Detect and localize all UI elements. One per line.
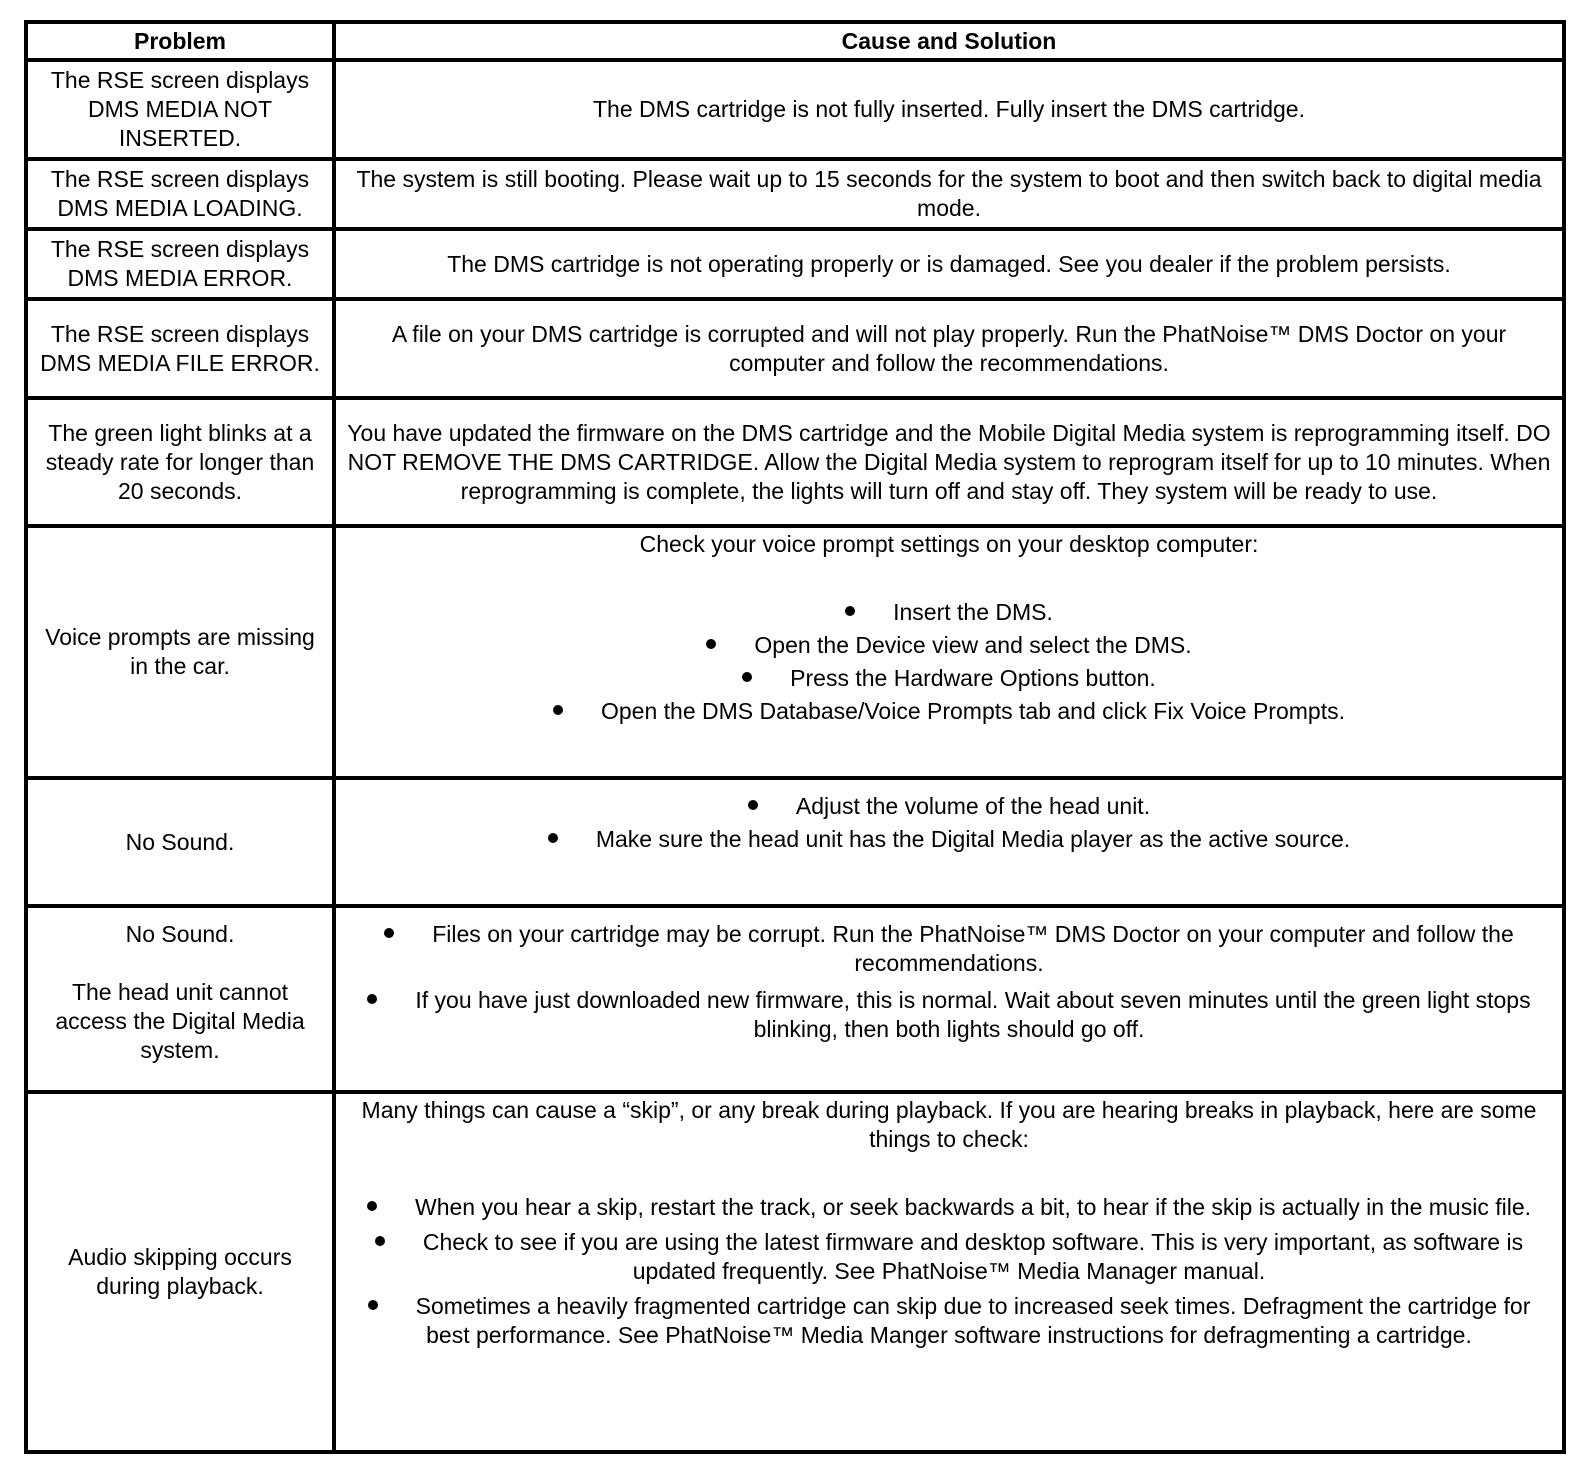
bullet-list: [346, 598, 1552, 726]
bullet-icon: [375, 1236, 385, 1246]
list-item: [346, 1292, 1552, 1350]
solution-text: A file on your DMS cartridge is corrupted and will not play properly. Run the PhatNoise™ DMS Doctor on your computer and follow the recommendations.: [391, 320, 1507, 376]
list-item: [346, 825, 1552, 854]
table-row: [26, 398, 1564, 526]
problem-text: The head unit cannot access the Digital Media system.: [55, 979, 305, 1063]
solution-text: Many things can cause a “skip”, or any break during playback. If you are hearing breaks in playback, here are some things to check:: [361, 1097, 1537, 1152]
problem-column-header: Problem: [26, 22, 334, 60]
bullet-list: [346, 1193, 1552, 1350]
problem-text: Voice prompts are missing in the car.: [45, 624, 315, 679]
bullet-icon: [368, 1300, 378, 1310]
table-row: [26, 1092, 1564, 1452]
table-row: [26, 60, 1564, 159]
table-row: [26, 159, 1564, 229]
solution-column-header: Cause and Solution: [334, 22, 1564, 60]
problem-text: The RSE screen displays DMS MEDIA FILE ERROR.: [40, 320, 320, 376]
list-item: [346, 664, 1552, 693]
bullet-icon: [553, 705, 563, 715]
problem-text: The RSE screen displays DMS MEDIA NOT INSERTED.: [50, 67, 310, 151]
bullet-list: [346, 920, 1552, 1044]
solution-cell: [334, 906, 1564, 1092]
problem-cell: [26, 299, 334, 398]
list-item-text: Files on your cartridge may be corrupt. Run the PhatNoise™ DMS Doctor on your computer and follow the recommendations.: [432, 921, 1514, 976]
problem-cell: [26, 526, 334, 778]
problem-text: The RSE screen displays DMS MEDIA ERROR.: [50, 236, 310, 291]
list-item-text: When you hear a skip, restart the track, or seek backwards a bit, to hear if the skip is actually in the music file.: [415, 1194, 1531, 1220]
solution-cell: [334, 778, 1564, 906]
bullet-icon: [384, 928, 394, 938]
table-row: [26, 299, 1564, 398]
solution-text: The system is still booting. Please wait up to 15 seconds for the system to boot and then switch back to digital media mode.: [356, 166, 1542, 221]
list-item-text: Open the Device view and select the DMS.: [754, 632, 1192, 658]
list-item: [346, 986, 1552, 1044]
list-item-text: Check to see if you are using the latest firmware and desktop software. This is very important, as software is updated frequently. See PhatNoise™ Media Manager manual.: [422, 1229, 1524, 1284]
problem-text: The green light blinks at a steady rate for longer than 20 seconds.: [45, 419, 315, 504]
solution-cell: [334, 299, 1564, 398]
problem-text: The RSE screen displays DMS MEDIA LOADING.: [50, 166, 310, 221]
solution-text: Check your voice prompt settings on your desktop computer:: [639, 531, 1259, 557]
bullet-icon: [548, 833, 558, 843]
list-item-text: Open the DMS Database/Voice Prompts tab and click Fix Voice Prompts.: [600, 698, 1345, 724]
problem-cell: [26, 159, 334, 229]
solution-cell: [334, 60, 1564, 159]
list-item-text: Make sure the head unit has the Digital Media player as the active source.: [595, 826, 1351, 852]
problem-cell: [26, 778, 334, 906]
problem-cell: [26, 398, 334, 526]
problem-text: Audio skipping occurs during playback.: [68, 1244, 292, 1299]
problem-text: No Sound.: [125, 921, 235, 947]
problem-cell: [26, 60, 334, 159]
solution-cell: [334, 1092, 1564, 1452]
table-row: [26, 526, 1564, 778]
list-item-text: If you have just downloaded new firmware, this is normal. Wait about seven minutes until the green light stops blinking, then both lights should go off.: [415, 987, 1531, 1042]
solution-text: The DMS cartridge is not fully inserted. Fully insert the DMS cartridge.: [593, 96, 1305, 122]
list-item-text: Press the Hardware Options button.: [790, 665, 1156, 691]
bullet-list: [346, 792, 1552, 854]
table-row: [26, 229, 1564, 299]
troubleshooting-table: [24, 20, 1566, 1454]
table-row: [26, 906, 1564, 1092]
bullet-icon: [367, 1201, 377, 1211]
list-item: [346, 1228, 1552, 1286]
list-item: [346, 920, 1552, 978]
solution-cell: [334, 398, 1564, 526]
list-item: [346, 1193, 1552, 1222]
bullet-icon: [748, 800, 758, 810]
table-body: [26, 60, 1564, 1452]
bullet-icon: [367, 994, 377, 1004]
list-item: [346, 598, 1552, 627]
bullet-icon: [706, 639, 716, 649]
list-item: [346, 792, 1552, 821]
table-header-row: [26, 22, 1564, 60]
list-item: [346, 631, 1552, 660]
table-row: [26, 778, 1564, 906]
solution-cell: [334, 526, 1564, 778]
list-item-text: Adjust the volume of the head unit.: [795, 793, 1151, 819]
solution-text: You have updated the firmware on the DMS cartridge and the Mobile Digital Media system is reprogramming itself. DO NOT REMOVE THE DMS CARTRIDGE. Allow the Digital Media system to reprogram itself for up to 10 minutes. When reprogramming is complete, the lights will turn off and stay off. They system will be ready to use.: [347, 419, 1551, 504]
problem-cell: [26, 906, 334, 1092]
problem-text: No Sound.: [125, 828, 235, 855]
problem-cell: [26, 229, 334, 299]
solution-cell: [334, 229, 1564, 299]
solution-text: The DMS cartridge is not operating properly or is damaged. See you dealer if the problem persists.: [447, 250, 1451, 277]
bullet-icon: [742, 672, 752, 682]
bullet-icon: [845, 606, 855, 616]
solution-cell: [334, 159, 1564, 229]
problem-cell: [26, 1092, 334, 1452]
list-item-text: Sometimes a heavily fragmented cartridge can skip due to increased seek times. Defragment the cartridge for best performance. See PhatNoise™ Media Manger software instructions for defragmenting a cartridge.: [415, 1293, 1531, 1348]
list-item-text: Insert the DMS.: [893, 599, 1053, 625]
list-item: [346, 697, 1552, 726]
